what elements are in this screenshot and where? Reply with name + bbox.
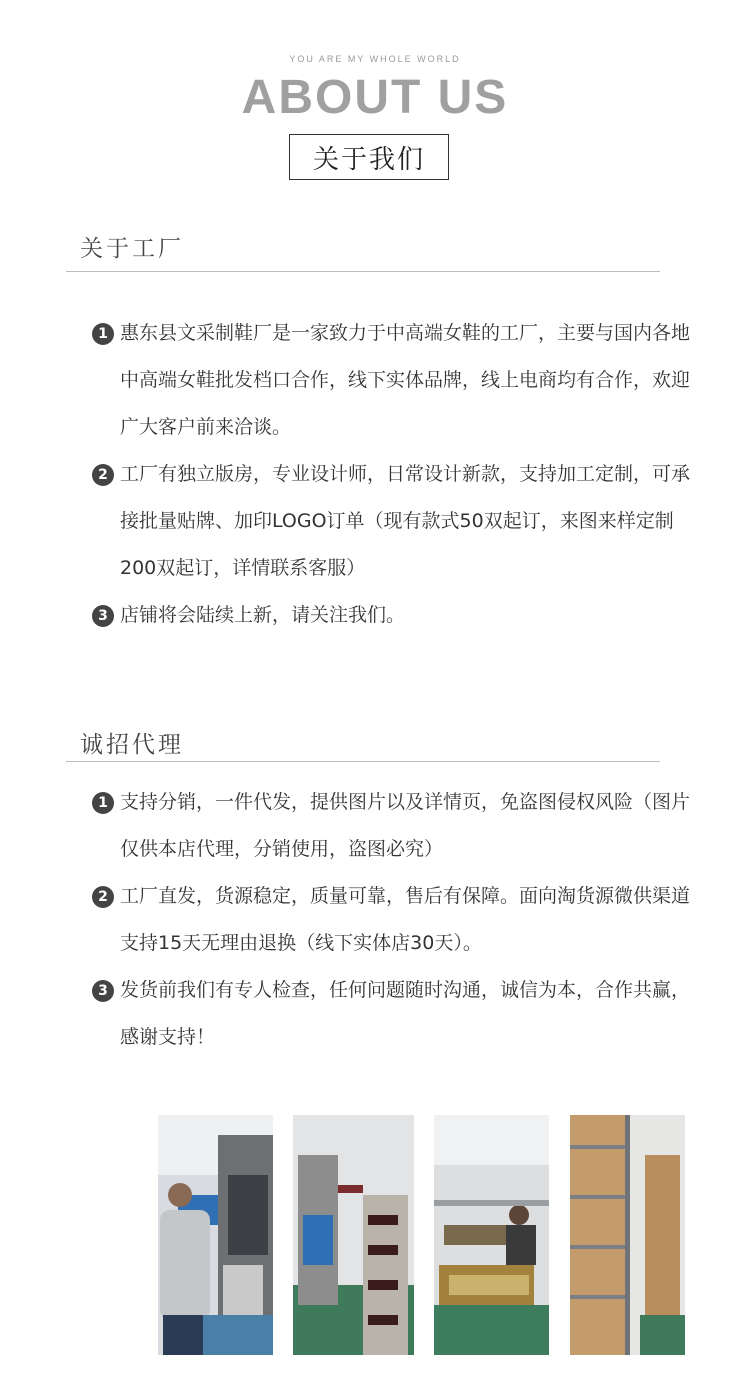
number-3-icon: 3 (92, 980, 114, 1002)
factory-item-text: 惠东县文采制鞋厂是一家致力于中高端女鞋的工厂，主要与国内各地中高端女鞋批发档口合作，线下实体品牌，线上电商均有合作，欢迎广大客户前来洽谈。 (120, 322, 691, 438)
number-1-icon: 1 (92, 792, 114, 814)
number-3-icon: 3 (92, 605, 114, 627)
agency-item-2 (92, 873, 692, 967)
factory-item-3 (92, 592, 692, 639)
number-1-icon: 1 (92, 323, 114, 345)
agency-item-text: 支持分销，一件代发，提供图片以及详情页，免盗图侵权风险（图片仅供本店代理，分销使用，盗图必究） (120, 791, 691, 860)
tagline: YOU ARE MY WHOLE WORLD (289, 54, 461, 64)
agency-heading: 诚招代理 (80, 732, 184, 758)
subtitle-box (289, 134, 449, 180)
factory-heading: 关于工厂 (80, 236, 184, 262)
number-2-icon: 2 (92, 886, 114, 908)
agency-divider (66, 761, 660, 762)
number-2-icon: 2 (92, 464, 114, 486)
factory-item-text: 工厂有独立版房，专业设计师，日常设计新款，支持加工定制，可承接批量贴牌、加印LOGO订单（现有款式50双起订，来图来样定制200双起订，详情联系客服） (120, 463, 691, 579)
factory-photo-1 (158, 1115, 273, 1355)
factory-item-text: 店铺将会陆续上新，请关注我们。 (120, 604, 406, 626)
subtitle-text: 关于我们 (312, 144, 425, 175)
factory-photo-4 (570, 1115, 685, 1355)
factory-divider (66, 271, 660, 272)
factory-item-1 (92, 310, 692, 451)
agency-item-text: 工厂直发，货源稳定，质量可靠，售后有保障。面向淘货源微供渠道支持15天无理由退换（线下实体店30天）。 (120, 885, 691, 954)
factory-photo-2 (293, 1115, 414, 1355)
page-title: ABOUT US (241, 71, 509, 124)
agency-item-1 (92, 779, 692, 873)
factory-item-2 (92, 451, 692, 592)
factory-photo-3 (434, 1115, 549, 1355)
agency-item-text: 发货前我们有专人检查，任何问题随时沟通，诚信为本，合作共赢，感谢支持！ (120, 979, 691, 1048)
agency-item-3 (92, 967, 692, 1061)
